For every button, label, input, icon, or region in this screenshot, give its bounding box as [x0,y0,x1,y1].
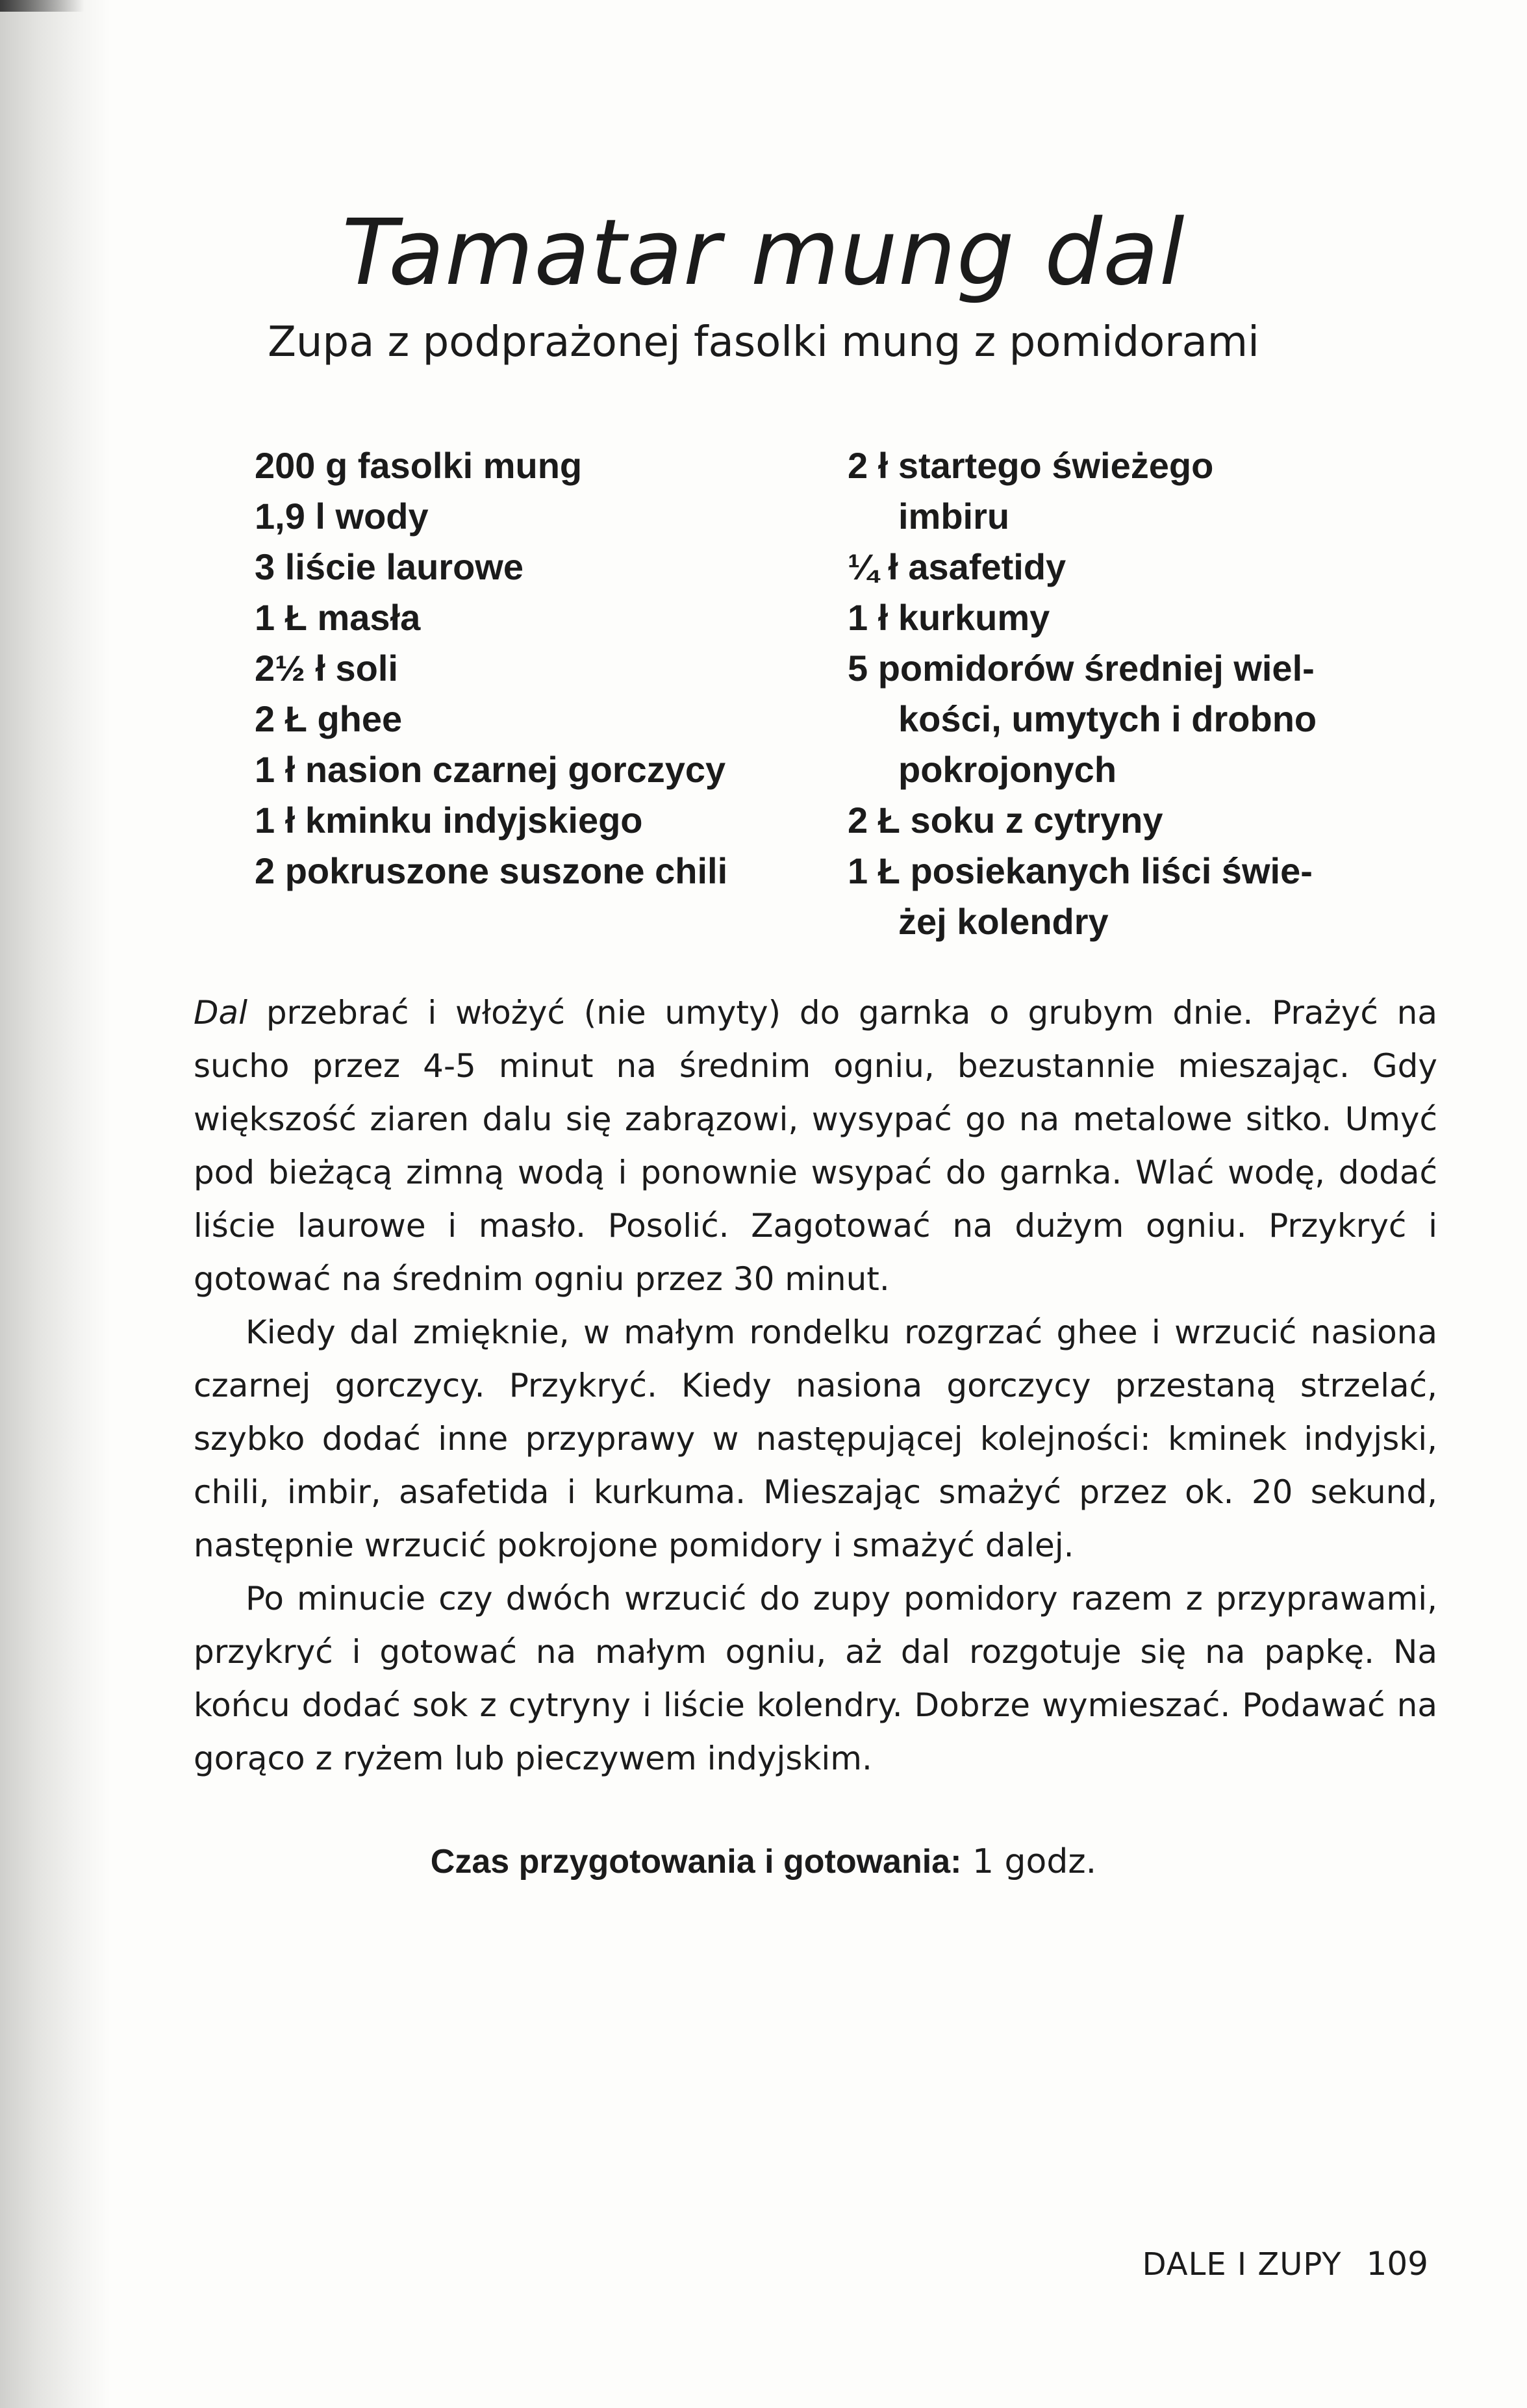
ingredient-item: 1 Ł posiekanych liści świe- [848,850,1313,891]
prep-time [0,1842,1527,1881]
ingredient-item: 2 Ł ghee [255,698,403,739]
instruction-paragraph [194,986,1437,1306]
instructions [194,986,1437,1785]
ingredient-item: 1 ł kurkumy [848,597,1050,638]
recipe-subtitle: Zupa z podprażonej fasolki mung z pomidorami [268,318,1259,366]
instruction-paragraph [194,1306,1437,1572]
ingredient-item: 1 ł kminku indyjskiego [255,800,643,841]
ingredients-left-column [255,440,826,896]
recipe-title: Tamatar mung dal [342,200,1185,306]
ingredients-right-column [848,440,1400,947]
ingredient-item: 5 pomidorów średniej wiel- [848,648,1315,689]
prep-time-label: Czas przygotowania i gotowania: [430,1843,962,1881]
ingredient-item: 200 g fasolki mung [255,445,583,486]
ingredient-item: 2½ ł soli [255,648,398,689]
ingredient-item: ¼ ł asafetidy [848,546,1066,587]
page-number: 109 [1366,2245,1428,2283]
prep-time-value: 1 godz. [972,1842,1097,1881]
ingredient-item: 2 ł startego świeżego [848,445,1214,486]
paragraph-text: przebrać i włożyć (nie umyty) do garnka o grubym dnie. Prażyć na sucho przez 4-5 minut na średnim ogniu, bezustannie mieszając. Gdy większość ziaren dalu się zabrązowi, wysypać go na metalowe sitko. Umyć pod bieżącą zimną wodą i ponownie wsypać do garnka. Wlać wodę, dodać liście laurowe i masło. Posolić. Zagotować na dużym ogniu. Przykryć i gotować na średnim ogniu przez 30 minut. [194,994,1437,1298]
paragraph-text: Po minucie czy dwóch wrzucić do zupy pomidory razem z przyprawami, przykryć i gotować na małym ogniu, aż dal rozgotuje się na papkę. Na końcu dodać sok z cytryny i liście kolendry. Dobrze wymieszać. Podawać na gorąco z ryżem lub pieczywem indyjskim. [194,1580,1437,1777]
ingredient-item-continuation: kości, umytych i drobno [898,698,1317,739]
dal-term: Dal [194,994,248,1032]
ingredient-item-continuation: pokrojonych [898,749,1117,790]
ingredient-item: 1,9 l wody [255,496,429,537]
ingredient-item: 2 Ł soku z cytryny [848,800,1163,841]
scan-corner-mark [0,0,84,12]
section-name: DALE I ZUPY [1142,2246,1342,2283]
instruction-paragraph [194,1572,1437,1785]
ingredient-item: 1 ł nasion czarnej gorczycy [255,749,726,790]
ingredient-item: 3 liście laurowe [255,546,524,587]
page-footer [1142,2245,1428,2283]
ingredient-item-continuation: imbiru [898,496,1010,537]
paragraph-text: Kiedy dal zmięknie, w małym rondelku rozgrzać ghee i wrzucić nasiona czarnej gorczycy. Przykryć. Kiedy nasiona gorczycy przestaną strzelać, szybko dodać inne przyprawy w następującej kolejności: kminek indyjski, chili, imbir, asafetida i kurkuma. Mieszając smażyć przez ok. 20 sekund, następnie wrzucić pokrojone pomidory i smażyć dalej. [194,1313,1437,1564]
ingredient-item: 2 pokruszone suszone chili [255,850,728,891]
ingredient-item: 1 Ł masła [255,597,421,638]
ingredient-item-continuation: żej kolendry [898,901,1109,942]
